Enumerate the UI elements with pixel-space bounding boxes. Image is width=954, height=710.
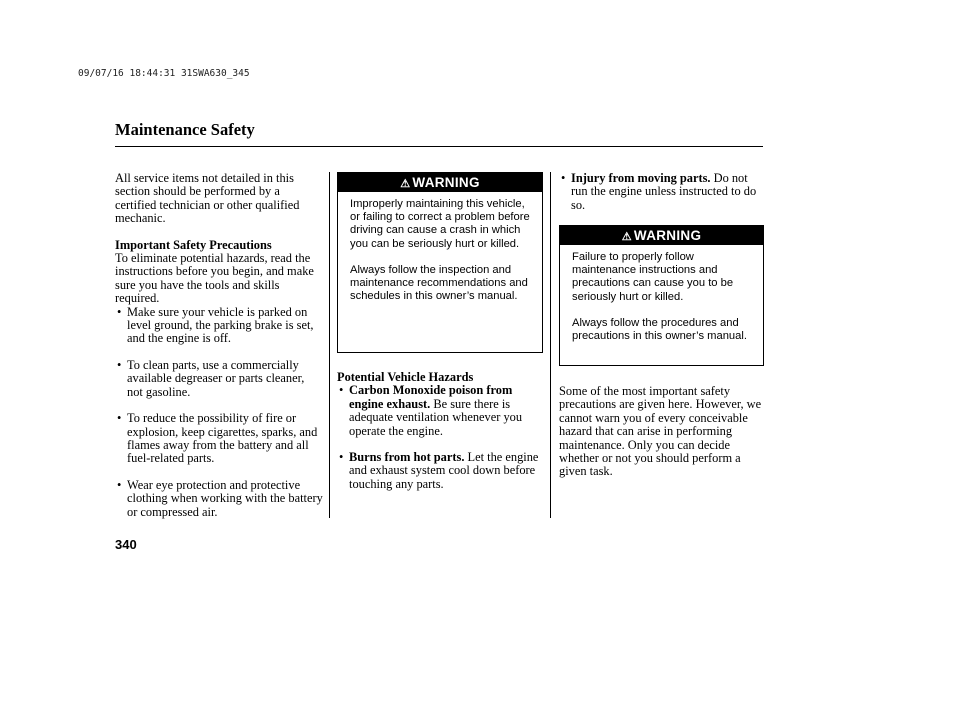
column-1 (115, 172, 323, 519)
bullet-icon: • (117, 411, 122, 426)
list-item (115, 479, 323, 519)
warning-triangle-icon: ⚠ (621, 231, 632, 243)
bullet-icon: • (117, 304, 122, 319)
section-heading: Important Safety Precautions (115, 237, 272, 252)
bullet-icon: • (339, 383, 344, 398)
warning-text: Always follow the procedures and precautions in this owner’s manual. (572, 316, 747, 343)
lead-paragraph: To eliminate potential hazards, read the instructions before you begin, and make sure you have the tools and skills required. (115, 251, 314, 306)
warning-body (338, 192, 542, 303)
bullet-icon: • (339, 450, 344, 465)
column-divider (550, 172, 551, 518)
warning-box (337, 172, 543, 353)
closing-paragraph: Some of the most important safety precautions are given here. However, we cannot warn you of every conceivable hazard that can arise in performing maintenance. Only you can decide whether or not you should perform a given task. (559, 384, 762, 479)
list-item (115, 359, 323, 399)
bullet-icon: • (561, 171, 566, 185)
warning-header (560, 226, 763, 245)
print-timestamp: 09/07/16 18:44:31 31SWA630_345 (78, 68, 250, 79)
warning-label: WARNING (412, 175, 480, 190)
list-item (115, 306, 323, 346)
list-item (337, 384, 542, 438)
list-item-text: To reduce the possibility of fire or explosion, keep cigarettes, sparks, and flames away from the battery and all fuel-related parts. (127, 411, 318, 466)
warning-text: Always follow the inspection and maintenance recommendations and schedules in this owner’s manual. (350, 263, 528, 303)
title-rule (115, 146, 763, 147)
list-item (559, 172, 757, 212)
list-item-text: Be sure there is adequate ventilation whenever you operate the engine. (349, 396, 523, 438)
list-item-text: Make sure your vehicle is parked on level ground, the parking brake is set, and the engine is off. (127, 304, 314, 346)
list-item-text: Wear eye protection and protective clothing when working with the battery or compressed air. (127, 477, 323, 519)
warning-text: Improperly maintaining this vehicle, or failing to correct a problem before driving can cause a crash in which you can be seriously hurt or killed. (350, 198, 530, 250)
list-item-bold: Burns from hot parts. (349, 450, 465, 465)
column-divider (329, 172, 330, 518)
column-3-bottom (559, 385, 765, 479)
list-item-text: To clean parts, use a commercially available degreaser or parts cleaner, not gasoline. (127, 357, 305, 399)
page-title: Maintenance Safety (115, 120, 255, 139)
warning-header (338, 173, 542, 192)
intro-paragraph: All service items not detailed in this section should be performed by a certified technician or other qualified mechanic. (115, 171, 300, 226)
bullet-icon: • (117, 357, 122, 372)
column-3-top (559, 172, 757, 212)
list-item-text: Let the engine and exhaust system cool down before touching any parts. (349, 450, 539, 491)
warning-triangle-icon: ⚠ (400, 178, 411, 190)
warning-body (560, 245, 763, 343)
list-item-bold: Injury from moving parts. (571, 171, 711, 185)
list-item (115, 412, 323, 466)
section-heading: Potential Vehicle Hazards (337, 370, 474, 384)
warning-text: Failure to properly follow maintenance instructions and precautions can cause you to be seriously hurt or killed. (572, 251, 734, 303)
warning-label: WARNING (633, 228, 702, 243)
list-item-text: Do not run the engine unless instructed to do so. (571, 171, 757, 212)
warning-box (559, 225, 764, 366)
list-item-bold: Carbon Monoxide poison from engine exhaust. (349, 383, 513, 411)
column-2 (337, 371, 542, 491)
page-number: 340 (115, 537, 137, 552)
bullet-icon: • (117, 477, 122, 492)
list-item (337, 451, 542, 491)
